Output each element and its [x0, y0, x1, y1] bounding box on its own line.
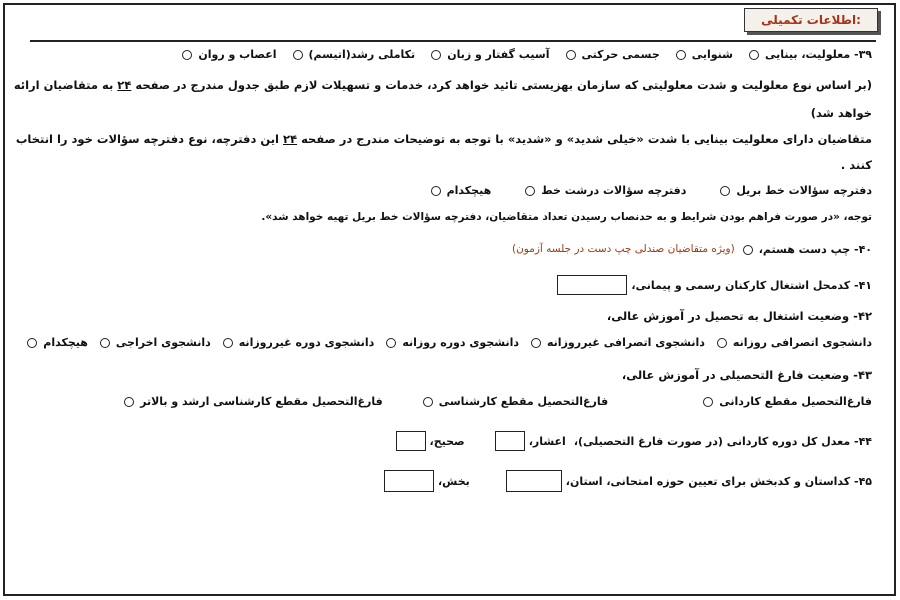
q41-row	[557, 275, 872, 295]
radio-icon[interactable]	[431, 186, 441, 196]
option-label: تکاملی رشد(اتیسم)	[308, 48, 416, 61]
q39-note: (بر اساس نوع معلولیت و شدت معلولیتی که سازمان بهزیستی تائید خواهد کرد، خدمات و تسهیلات لازم طبق جدول مندرج در صفحه ۲۴ به متقاضیان ارائه	[13, 78, 872, 92]
page-number: ۲۴	[117, 78, 132, 92]
q44-integer-label: صحیح،	[429, 434, 465, 448]
q39-option-visual[interactable]	[749, 48, 872, 61]
q42-option[interactable]	[717, 336, 872, 349]
q42-option[interactable]	[223, 336, 375, 349]
q42-option[interactable]	[27, 336, 88, 349]
q39-option-autism[interactable]	[293, 48, 416, 61]
page-number: ۲۴	[283, 132, 298, 146]
booklet-options	[431, 184, 872, 197]
option-label: فارغ‌التحصیل مقطع کاردانی	[719, 395, 872, 408]
q43-option[interactable]	[423, 395, 609, 408]
option-label: دانشجوی اخراجی	[115, 336, 211, 349]
radio-icon[interactable]	[223, 338, 233, 348]
radio-icon[interactable]	[720, 186, 730, 196]
q39-option-physical[interactable]	[566, 48, 660, 61]
q44-decimal-input[interactable]	[495, 431, 525, 451]
radio-icon[interactable]	[182, 50, 192, 60]
q45-section-input[interactable]	[384, 470, 434, 492]
q44-decimal-label: اعشار،	[528, 434, 566, 448]
radio-icon[interactable]	[676, 50, 686, 60]
q39-paragraph-line2: کنند .	[840, 158, 872, 172]
q42-label: ۴۲- وضعیت اشتغال به تحصیل در آموزش عالی،	[606, 309, 872, 323]
option-label: هیچکدام	[43, 336, 88, 349]
q39-option-hearing[interactable]	[676, 48, 733, 61]
q42-options	[27, 336, 872, 349]
q39-option-neuro[interactable]	[182, 48, 276, 61]
q43-label: ۴۳- وضعیت فارغ التحصیلی در آموزش عالی،	[621, 368, 872, 382]
q45-section-label: بخش،	[437, 474, 470, 488]
q39-option-speech[interactable]	[431, 48, 549, 61]
radio-icon[interactable]	[431, 50, 441, 60]
option-label: شنوایی	[691, 48, 733, 61]
booklet-option-large-print[interactable]	[525, 184, 686, 197]
q45-row	[384, 470, 872, 492]
q44-label: ۴۴- معدل کل دوره کاردانی (در صورت فارغ التحصیلی)،	[573, 434, 872, 448]
radio-icon[interactable]	[749, 50, 759, 60]
option-label: دانشجوی اتصرافی غیرروزانه	[547, 336, 705, 349]
q40-hint: (ویژه متقاضیان صندلی چپ دست در جلسه آزمون)	[511, 243, 735, 255]
q40-label: ۴۰- چپ دست هستم،	[758, 243, 872, 256]
q43-option[interactable]	[124, 395, 383, 408]
q39-label: ۳۹- معلولیت، بینایی	[764, 48, 872, 61]
option-label: دفترچه سؤالات درشت خط	[541, 184, 687, 197]
radio-icon[interactable]	[717, 338, 727, 348]
radio-icon[interactable]	[703, 397, 713, 407]
option-label: اعصاب و روان	[198, 48, 277, 61]
q44-integer-input[interactable]	[396, 431, 426, 451]
q42-option[interactable]	[100, 336, 211, 349]
q43-option[interactable]	[703, 395, 872, 408]
radio-icon[interactable]	[531, 338, 541, 348]
q42-option[interactable]	[531, 336, 705, 349]
booklet-option-none[interactable]	[431, 184, 492, 197]
q41-label: ۴۱- کدمحل اشتغال کارکنان رسمی و پیمانی،	[631, 278, 872, 292]
option-label: دانشجوی دوره روزانه	[402, 336, 519, 349]
radio-icon[interactable]	[293, 50, 303, 60]
radio-icon[interactable]	[100, 338, 110, 348]
section-title: اطلاعات تکمیلی:	[744, 8, 878, 32]
q40-left-handed[interactable]	[743, 243, 872, 256]
radio-icon[interactable]	[525, 186, 535, 196]
option-label: دانشجوی دوره غیرروزانه	[238, 336, 375, 349]
option-label: آسیب گفتار و زبان	[447, 48, 550, 61]
q45-label: ۴۵- کداستان و کدبخش برای تعیین حوزه امتحانی، استان،	[565, 474, 872, 488]
q39-note-line2: خواهد شد)	[810, 106, 872, 120]
radio-icon[interactable]	[423, 397, 433, 407]
option-label: دانشجوی اتصرافی روزانه	[732, 336, 872, 349]
radio-icon[interactable]	[27, 338, 37, 348]
radio-icon[interactable]	[566, 50, 576, 60]
q41-input[interactable]	[557, 275, 627, 295]
radio-icon[interactable]	[386, 338, 396, 348]
booklet-option-braille[interactable]	[720, 184, 872, 197]
q39-row	[182, 48, 872, 61]
q42-option[interactable]	[386, 336, 519, 349]
radio-icon[interactable]	[743, 245, 753, 255]
option-label: هیچکدام	[446, 184, 492, 197]
q43-options	[124, 395, 872, 408]
option-label: جسمی حرکتی	[581, 48, 660, 61]
q39-paragraph: متقاضیان دارای معلولیت بینایی با شدت «خیلی شدید» و «شدید» با توجه به توضیحات مندرج در صفحه ۲۴ این دفترچه، نوع دفترچه سؤالات خود را انتخاب	[15, 132, 872, 146]
braille-footnote: توجه، «در صورت فراهم بودن شرایط و به حدنصاب رسیدن تعداد متقاضیان، دفترچه سؤالات خط بریل تهیه خواهد شد».	[261, 211, 872, 223]
q44-row	[396, 431, 872, 451]
q45-province-input[interactable]	[506, 470, 562, 492]
q40-row	[512, 243, 872, 256]
option-label: فارغ‌التحصیل مقطع کارشناسی ارشد و بالاتر	[140, 395, 383, 408]
option-label: دفترچه سؤالات خط بریل	[736, 184, 872, 197]
radio-icon[interactable]	[124, 397, 134, 407]
option-label: فارغ‌التحصیل مقطع کارشناسی	[438, 395, 609, 408]
header-divider	[30, 40, 876, 42]
